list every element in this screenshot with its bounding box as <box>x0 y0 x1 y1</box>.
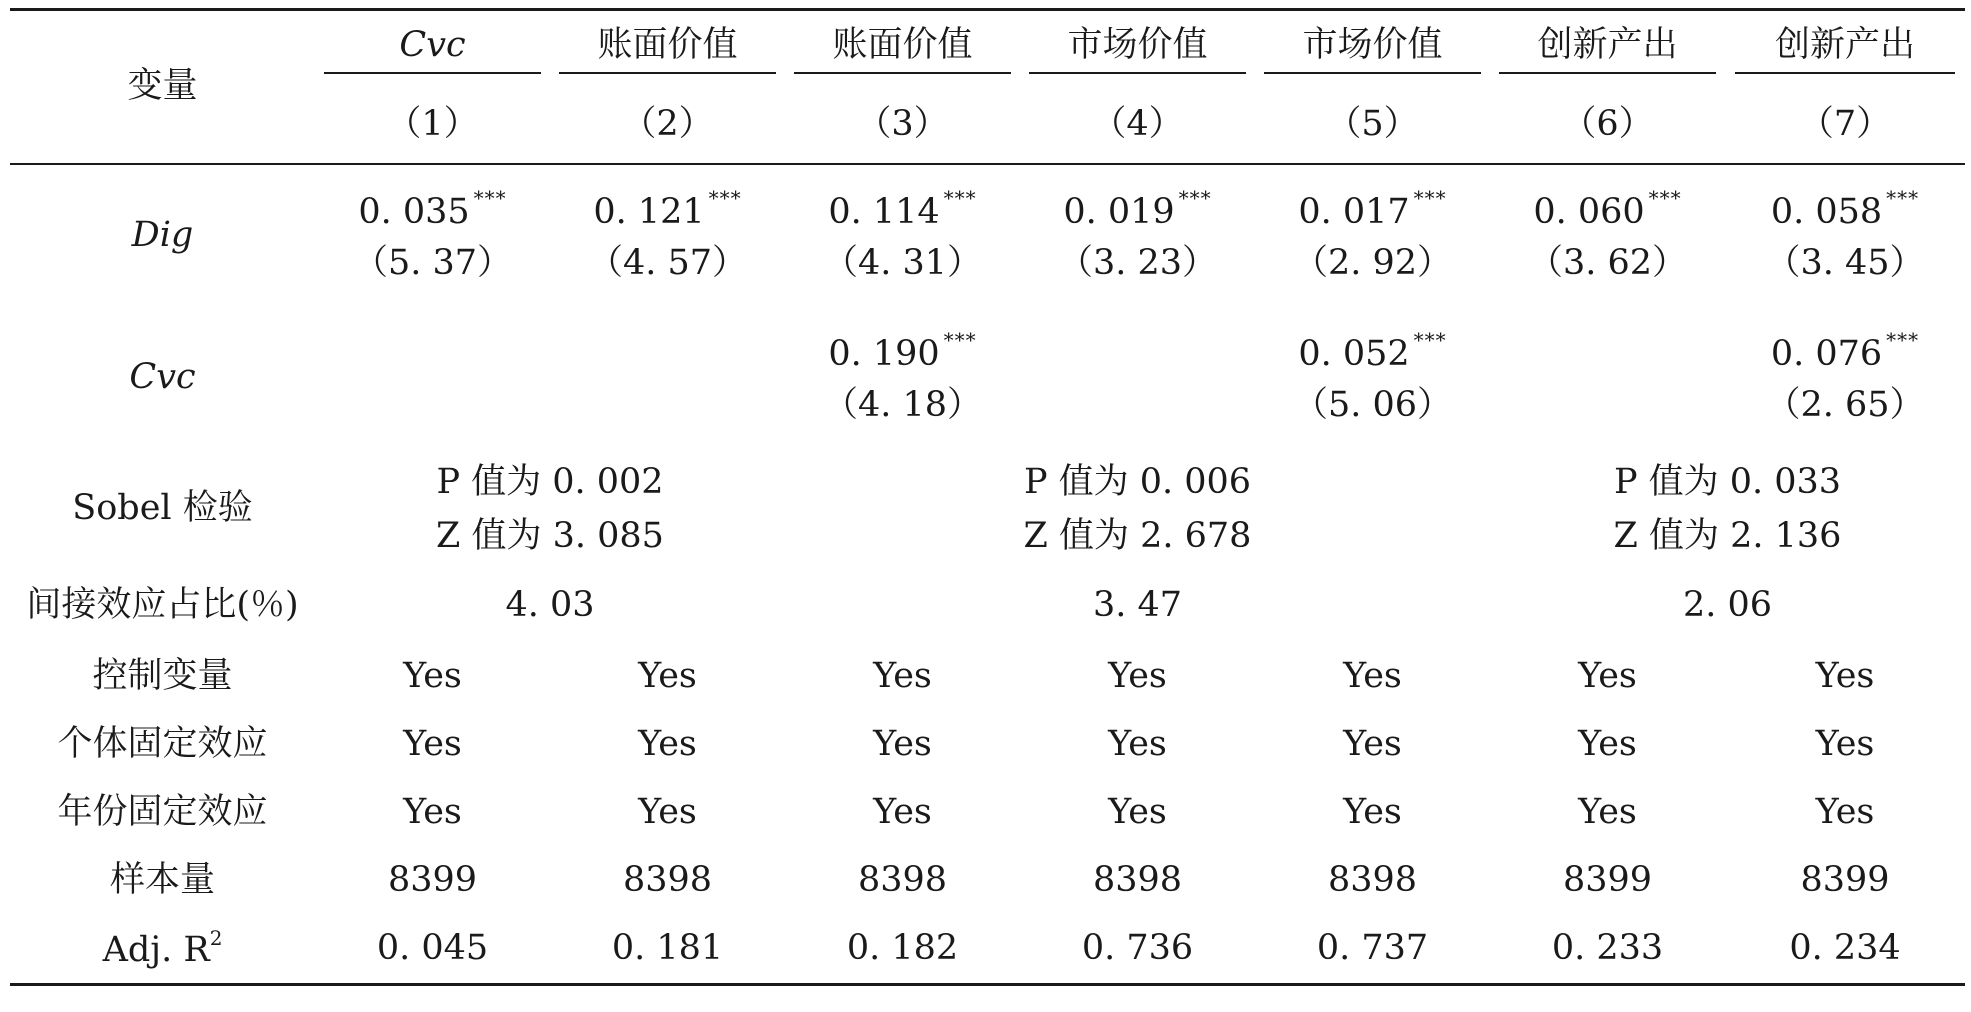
cvc-tstat-5: （5. 06） <box>1292 384 1453 425</box>
dig-stars-7: *** <box>1886 185 1920 210</box>
table-row-controls <box>10 643 1965 711</box>
row-label-sobel: Sobel 检验 <box>72 488 253 529</box>
dig-tstat-4: （3. 23） <box>1057 242 1218 283</box>
controls-value-1: Yes <box>403 656 462 697</box>
dig-tstat-5: （2. 92） <box>1292 242 1453 283</box>
sobel-group-2 <box>785 449 1490 569</box>
table-row-sobel <box>10 449 1965 569</box>
adj-r2-value-6: 0. 233 <box>1490 915 1725 985</box>
n-value-1: 8399 <box>387 860 478 901</box>
col-header-5 <box>1255 10 1490 88</box>
col-name-5: 市场价值 <box>1264 24 1480 74</box>
sobel-z-1: Z 值为 3. 085 <box>436 516 664 556</box>
row-label-year-fe: 年份固定效应 <box>57 792 268 833</box>
n-value-6: 8399 <box>1562 860 1653 901</box>
dig-cell-2 <box>550 164 785 307</box>
row-label-indirect: 间接效应占比(％) <box>26 585 299 626</box>
n-value-3: 8398 <box>857 860 948 901</box>
controls-value-3: Yes <box>873 656 932 697</box>
indiv-fe-value-6: Yes <box>1578 724 1637 765</box>
cvc-stars-3: *** <box>943 327 977 352</box>
row-label-cvc: Cvc <box>129 357 196 398</box>
year-fe-value-3: Yes <box>873 792 932 833</box>
sobel-group-3 <box>1490 449 1965 569</box>
cvc-coef-5: 0. 052 <box>1298 333 1410 374</box>
adj-r2-value-3: 0. 182 <box>785 915 1020 985</box>
indiv-fe-value-4: Yes <box>1108 724 1167 765</box>
controls-value-4: Yes <box>1108 656 1167 697</box>
dig-stars-3: *** <box>943 185 977 210</box>
n-value-2: 8398 <box>622 860 713 901</box>
col-header-7 <box>1725 10 1965 88</box>
table-row-sample-size <box>10 847 1965 915</box>
dig-cell-5 <box>1255 164 1490 307</box>
col-num-6: （6） <box>1490 87 1725 164</box>
year-fe-value-6: Yes <box>1578 792 1637 833</box>
indiv-fe-value-7: Yes <box>1815 724 1875 765</box>
cvc-cell-3 <box>785 307 1020 449</box>
year-fe-value-1: Yes <box>403 792 462 833</box>
col-num-5: （5） <box>1255 87 1490 164</box>
col-num-2: （2） <box>550 87 785 164</box>
cvc-cell-6 <box>1490 307 1725 449</box>
col-header-6 <box>1490 10 1725 88</box>
col-header-1 <box>315 10 550 88</box>
variable-header <box>10 10 315 165</box>
dig-stars-5: *** <box>1413 185 1447 210</box>
sobel-p-2: P 值为 0. 006 <box>1023 461 1252 502</box>
adj-r2-value-2: 0. 181 <box>550 915 785 985</box>
table-row-adj-r2 <box>10 915 1965 985</box>
indirect-value-2: 3. 47 <box>1092 585 1183 626</box>
variable-header-label: 变量 <box>127 66 198 107</box>
cvc-cell-4 <box>1020 307 1255 449</box>
cvc-stars-5: *** <box>1413 327 1447 352</box>
table-row-individual-fe <box>10 711 1965 779</box>
col-name-1: Cvc <box>324 24 540 74</box>
dig-stars-2: *** <box>708 185 742 210</box>
adj-r2-value-5: 0. 737 <box>1255 915 1490 985</box>
dig-cell-1 <box>315 164 550 307</box>
cvc-coef-3: 0. 190 <box>828 333 940 374</box>
table-row-dig <box>10 164 1965 307</box>
dig-coef-1: 0. 035 <box>358 191 470 232</box>
dig-cell-7 <box>1725 164 1965 307</box>
dig-tstat-1: （5. 37） <box>352 242 513 283</box>
dig-tstat-6: （3. 62） <box>1527 242 1688 283</box>
adj-r2-value-7: 0. 234 <box>1725 915 1965 985</box>
dig-coef-6: 0. 060 <box>1533 191 1645 232</box>
n-value-5: 8398 <box>1327 860 1418 901</box>
col-num-3: （3） <box>785 87 1020 164</box>
sobel-z-2: Z 值为 2. 678 <box>1023 516 1252 556</box>
cvc-cell-5 <box>1255 307 1490 449</box>
year-fe-value-2: Yes <box>638 792 697 833</box>
col-header-4 <box>1020 10 1255 88</box>
dig-coef-3: 0. 114 <box>828 191 940 232</box>
col-name-6: 创新产出 <box>1499 24 1715 74</box>
cvc-stars-7: *** <box>1886 327 1920 352</box>
dig-stars-1: *** <box>473 185 507 210</box>
dig-stars-6: *** <box>1648 185 1682 210</box>
adj-r2-value-4: 0. 736 <box>1020 915 1255 985</box>
table-row-year-fe <box>10 779 1965 847</box>
adj-r2-value-1: 0. 045 <box>315 915 550 985</box>
year-fe-value-7: Yes <box>1815 792 1875 833</box>
cvc-cell-7 <box>1725 307 1965 449</box>
col-num-1: （1） <box>315 87 550 164</box>
n-value-4: 8398 <box>1092 860 1183 901</box>
controls-value-6: Yes <box>1578 656 1637 697</box>
controls-value-2: Yes <box>638 656 697 697</box>
col-name-2: 账面价值 <box>559 24 775 74</box>
dig-coef-7: 0. 058 <box>1770 191 1883 232</box>
col-name-3: 账面价值 <box>794 24 1010 74</box>
dig-cell-6 <box>1490 164 1725 307</box>
adj-r2-label-sup: 2 <box>209 925 223 950</box>
indiv-fe-value-2: Yes <box>638 724 697 765</box>
row-label-individual-fe: 个体固定效应 <box>57 724 268 765</box>
controls-value-5: Yes <box>1343 656 1402 697</box>
controls-value-7: Yes <box>1815 656 1875 697</box>
dig-coef-5: 0. 017 <box>1298 191 1410 232</box>
cvc-tstat-3: （4. 18） <box>822 384 983 425</box>
sobel-group-1 <box>315 449 785 569</box>
dig-cell-4 <box>1020 164 1255 307</box>
indirect-value-1: 4. 03 <box>505 585 595 626</box>
adj-r2-label-main: Adj. R <box>102 929 210 970</box>
row-label-adj-r2 <box>10 915 315 985</box>
indiv-fe-value-5: Yes <box>1343 724 1402 765</box>
col-num-7: （7） <box>1725 87 1965 164</box>
cvc-tstat-7: （2. 65） <box>1765 384 1925 425</box>
dig-cell-3 <box>785 164 1020 307</box>
cvc-cell-2 <box>550 307 785 449</box>
sobel-p-1: P 值为 0. 002 <box>436 461 664 502</box>
indirect-value-3: 2. 06 <box>1682 585 1773 626</box>
year-fe-value-4: Yes <box>1108 792 1167 833</box>
indiv-fe-value-3: Yes <box>873 724 932 765</box>
dig-tstat-7: （3. 45） <box>1765 242 1925 283</box>
table-row-cvc <box>10 307 1965 449</box>
dig-stars-4: *** <box>1178 185 1212 210</box>
mediation-regression-table <box>10 8 1965 986</box>
dig-tstat-2: （4. 57） <box>587 242 748 283</box>
dig-tstat-3: （4. 31） <box>822 242 983 283</box>
year-fe-value-5: Yes <box>1343 792 1402 833</box>
sobel-p-3: P 值为 0. 033 <box>1613 461 1842 502</box>
sobel-z-3: Z 值为 2. 136 <box>1613 516 1842 556</box>
indiv-fe-value-1: Yes <box>403 724 462 765</box>
row-label-dig: Dig <box>131 215 194 256</box>
dig-coef-2: 0. 121 <box>593 191 705 232</box>
cvc-coef-7: 0. 076 <box>1770 333 1883 374</box>
cvc-cell-1 <box>315 307 550 449</box>
row-label-controls: 控制变量 <box>92 656 233 697</box>
n-value-7: 8399 <box>1800 860 1890 901</box>
table-row-indirect-effect <box>10 569 1965 643</box>
col-header-3 <box>785 10 1020 88</box>
col-name-4: 市场价值 <box>1029 24 1245 74</box>
col-num-4: （4） <box>1020 87 1255 164</box>
dig-coef-4: 0. 019 <box>1063 191 1175 232</box>
header-row-names <box>10 10 1965 88</box>
row-label-sample-size: 样本量 <box>109 860 215 901</box>
col-name-7: 创新产出 <box>1735 24 1956 74</box>
col-header-2 <box>550 10 785 88</box>
